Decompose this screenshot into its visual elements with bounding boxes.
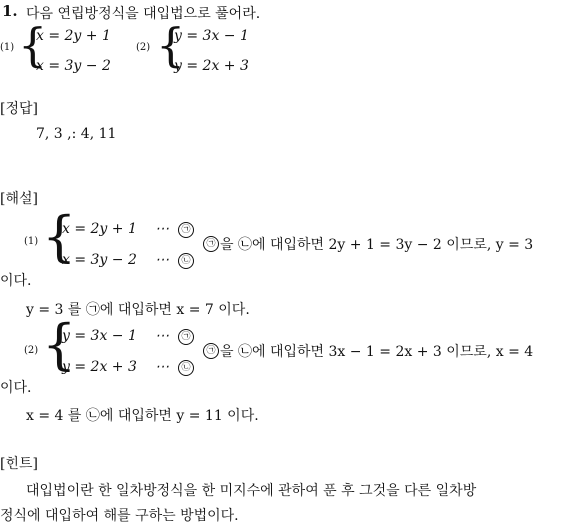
s2-dots2: ⋯	[155, 359, 169, 375]
s2-mark2: ㉡	[178, 360, 194, 376]
hint-line1: 대입법이란 한 일차방정식을 한 미지수에 관하여 푼 후 그것을 다른 일차방	[26, 483, 477, 499]
s2-eq2: y = 2x + 3	[62, 359, 137, 375]
hint-line2: 정식에 대입하여 해를 구하는 방법이다.	[0, 508, 239, 524]
s1-mark1: ㉠	[178, 222, 194, 238]
s1-step: y = 3 를 ㉠에 대입하면 x = 7 이다.	[26, 302, 250, 318]
s2-step: x = 4 를 ㉡에 대입하면 y = 11 이다.	[26, 408, 259, 424]
p1-label: (1)	[0, 42, 15, 53]
p2-label: (2)	[136, 42, 151, 53]
s2-brace: {	[42, 313, 77, 376]
p2-eq1: y = 3x − 1	[174, 28, 249, 44]
s1-ref-mark: ㉠	[203, 236, 219, 252]
s1-line: 을 ㉡에 대입하면 2y + 1 = 3y − 2 이므로, y = 3	[220, 237, 534, 253]
hint-heading: [힌트]	[0, 456, 38, 472]
s1-cont: 이다.	[0, 273, 32, 289]
s1-mark2: ㉡	[178, 253, 194, 269]
s2-label: (2)	[24, 345, 39, 356]
s2-line: 을 ㉡에 대입하면 3x − 1 = 2x + 3 이므로, x = 4	[220, 344, 534, 360]
explanation-heading: [해설]	[0, 191, 38, 207]
s1-label: (1)	[24, 236, 39, 247]
s1-eq2: x = 3y − 2	[62, 252, 137, 268]
answer-heading: [정답]	[0, 101, 38, 117]
problem-text: 다음 연립방정식을 대입법으로 풀어라.	[26, 6, 261, 22]
problem-number: 1.	[2, 2, 18, 20]
s1-eq1: x = 2y + 1	[62, 221, 137, 237]
s1-dots2: ⋯	[155, 252, 169, 268]
p2-eq2: y = 2x + 3	[174, 58, 249, 74]
s2-dots1: ⋯	[155, 328, 169, 344]
p1-eq2: x = 3y − 2	[36, 58, 111, 74]
answer-text: 7, 3 ,: 4, 11	[36, 126, 117, 142]
s2-cont: 이다.	[0, 380, 32, 396]
s2-ref-mark: ㉠	[203, 343, 219, 359]
s1-dots1: ⋯	[155, 221, 169, 237]
s1-brace: {	[42, 205, 77, 268]
s2-mark1: ㉠	[178, 329, 194, 345]
p2-brace: {	[156, 18, 186, 72]
p1-brace: {	[18, 18, 48, 72]
s2-eq1: y = 3x − 1	[62, 328, 137, 344]
p1-eq1: x = 2y + 1	[36, 28, 111, 44]
